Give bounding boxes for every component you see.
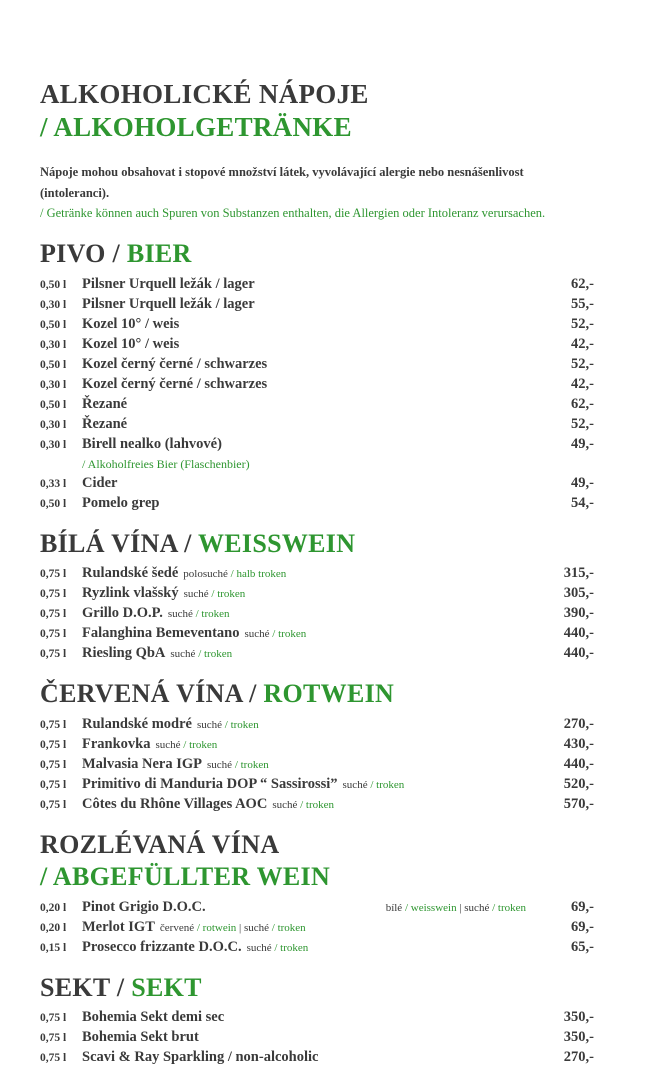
item-price: 52,- — [542, 355, 594, 374]
item-descriptor — [343, 776, 405, 795]
section-title-czech: BÍLÁ VÍNA — [40, 529, 177, 558]
item-volume: 0,50 l — [40, 316, 82, 335]
section-title-german: / ABGEFÜLLTER WEIN — [40, 861, 594, 893]
item-price: 54,- — [542, 494, 594, 513]
section-title — [40, 528, 594, 560]
menu-section-bila-vina — [40, 528, 594, 665]
item-volume: 0,50 l — [40, 495, 82, 514]
item-name: Côtes du Rhône Villages AOC — [82, 795, 267, 814]
item-descriptor-part: suché — [184, 588, 212, 600]
item-name: Falanghina Bemeventano — [82, 624, 240, 643]
section-title-german: BIER — [127, 239, 192, 268]
section-title — [40, 972, 594, 1004]
menu-item-row — [40, 735, 594, 755]
item-right-note-part: / troken — [492, 902, 526, 914]
menu-item-row — [40, 938, 594, 958]
menu-item-row — [40, 1028, 594, 1048]
item-descriptor — [272, 796, 334, 815]
item-name: Merlot IGT — [82, 918, 155, 937]
item-descriptor — [168, 605, 230, 624]
allergen-note-czech: Nápoje mohou obsahovat i stopové množství látek, vyvolávající alergie nebo nesnášenlivost (intoleranci). — [40, 162, 594, 203]
section-title-czech: PIVO — [40, 239, 106, 268]
item-name: Cider — [82, 474, 117, 493]
section-title — [40, 238, 594, 270]
menu-item-row — [40, 435, 594, 455]
item-price: 52,- — [542, 415, 594, 434]
item-volume: 0,75 l — [40, 1029, 82, 1048]
item-price: 270,- — [542, 715, 594, 734]
item-name: Kozel černý černé / schwarzes — [82, 355, 267, 374]
item-descriptor-part: suché — [168, 608, 196, 620]
item-descriptor-part: / troken — [183, 739, 217, 751]
menu-item-row — [40, 604, 594, 624]
item-name: Pinot Grigio D.O.C. — [82, 898, 206, 917]
item-price: 350,- — [542, 1028, 594, 1047]
item-price: 62,- — [542, 275, 594, 294]
item-name: Řezané — [82, 395, 127, 414]
section-title-german: WEISSWEIN — [198, 529, 355, 558]
item-price: 69,- — [542, 898, 594, 917]
item-descriptor-part: suché — [272, 799, 300, 811]
item-name: Birell nealko (lahvové) — [82, 435, 222, 454]
item-volume: 0,75 l — [40, 645, 82, 664]
section-title — [40, 829, 594, 892]
section-title-separator: / — [177, 529, 198, 558]
item-name: Ryzlink vlašský — [82, 584, 179, 603]
item-price: 350,- — [542, 1008, 594, 1027]
item-descriptor — [170, 645, 232, 664]
item-right-note-part: | — [457, 902, 465, 914]
section-title-german: ROTWEIN — [263, 679, 394, 708]
item-name: Frankovka — [82, 735, 151, 754]
item-volume: 0,75 l — [40, 716, 82, 735]
item-name: Kozel černý černé / schwarzes — [82, 375, 267, 394]
menu-item-row — [40, 275, 594, 295]
item-descriptor-part: suché — [197, 719, 225, 731]
item-right-note-part: bílé — [386, 902, 405, 914]
item-subline-german: / Alkoholfreies Bier (Flaschenbier) — [82, 455, 594, 474]
menu-item-row — [40, 624, 594, 644]
item-volume: 0,75 l — [40, 585, 82, 604]
menu-item-row — [40, 564, 594, 584]
item-volume: 0,30 l — [40, 296, 82, 315]
section-title-separator: / — [242, 679, 263, 708]
menu-item-row — [40, 395, 594, 415]
menu-section-pivo — [40, 238, 594, 514]
item-name: Bohemia Sekt brut — [82, 1028, 199, 1047]
item-volume: 0,75 l — [40, 625, 82, 644]
item-descriptor-part: červené — [160, 922, 197, 934]
item-descriptor-part: | — [236, 922, 244, 934]
menu-item-row — [40, 755, 594, 775]
item-price: 520,- — [542, 775, 594, 794]
item-descriptor-part: suché — [207, 759, 235, 771]
item-descriptor-part: suché — [170, 648, 198, 660]
menu-section-cervena-vina — [40, 678, 594, 815]
item-descriptor-part: suché — [244, 922, 272, 934]
item-volume: 0,30 l — [40, 336, 82, 355]
item-right-note — [386, 899, 526, 918]
item-volume: 0,30 l — [40, 436, 82, 455]
item-descriptor-part: suché — [247, 942, 275, 954]
menu-item-row — [40, 494, 594, 514]
menu-title-czech: ALKOHOLICKÉ NÁPOJE — [40, 78, 594, 111]
section-title-czech: ROZLÉVANÁ VÍNA — [40, 829, 594, 861]
item-descriptor-part: / troken — [198, 648, 232, 660]
item-name: Rulandské modré — [82, 715, 192, 734]
section-title — [40, 678, 594, 710]
item-name: Řezané — [82, 415, 127, 434]
item-price: 69,- — [542, 918, 594, 937]
item-descriptor-part: suché — [156, 739, 184, 751]
item-volume: 0,50 l — [40, 276, 82, 295]
item-price: 390,- — [542, 604, 594, 623]
item-descriptor — [160, 919, 306, 938]
item-volume: 0,75 l — [40, 796, 82, 815]
item-price: 65,- — [542, 938, 594, 957]
item-descriptor-part: / troken — [196, 608, 230, 620]
section-title-separator: / — [110, 973, 131, 1002]
item-volume: 0,75 l — [40, 776, 82, 795]
item-price: 55,- — [542, 295, 594, 314]
item-price: 440,- — [542, 644, 594, 663]
item-volume: 0,30 l — [40, 376, 82, 395]
item-volume: 0,33 l — [40, 475, 82, 494]
item-descriptor-part: / troken — [272, 628, 306, 640]
menu-item-row — [40, 335, 594, 355]
item-name: Rulandské šedé — [82, 564, 178, 583]
item-price: 62,- — [542, 395, 594, 414]
item-right-note-part: / weisswein — [405, 902, 457, 914]
section-title-german: SEKT — [131, 973, 202, 1002]
menu-item-row — [40, 918, 594, 938]
menu-item-row — [40, 375, 594, 395]
item-name: Pilsner Urquell ležák / lager — [82, 275, 255, 294]
menu-item-row — [40, 355, 594, 375]
item-volume: 0,75 l — [40, 605, 82, 624]
menu-item-row — [40, 1048, 594, 1068]
menu-item-row — [40, 295, 594, 315]
item-volume: 0,50 l — [40, 396, 82, 415]
menu-item-row — [40, 795, 594, 815]
item-right-note-part: suché — [464, 902, 492, 914]
item-volume: 0,20 l — [40, 899, 82, 918]
menu-item-row — [40, 775, 594, 795]
item-name: Grillo D.O.P. — [82, 604, 163, 623]
section-title-separator: / — [106, 239, 127, 268]
item-descriptor-part: / troken — [235, 759, 269, 771]
item-volume: 0,15 l — [40, 939, 82, 958]
menu-item-row — [40, 1008, 594, 1028]
item-descriptor — [245, 625, 307, 644]
menu-item-row — [40, 715, 594, 735]
item-volume: 0,30 l — [40, 416, 82, 435]
item-name: Prosecco frizzante D.O.C. — [82, 938, 242, 957]
menu-item-row — [40, 474, 594, 494]
item-descriptor-part: / troken — [274, 942, 308, 954]
item-descriptor-part: / troken — [272, 922, 306, 934]
item-name: Scavi & Ray Sparkling / non-alcoholic — [82, 1048, 318, 1067]
item-descriptor — [247, 939, 309, 958]
item-price: 430,- — [542, 735, 594, 754]
section-title-czech: SEKT — [40, 973, 110, 1002]
item-price: 42,- — [542, 335, 594, 354]
menu-item-row — [40, 584, 594, 604]
menu-item-row — [40, 315, 594, 335]
menu-section-sekt — [40, 972, 594, 1068]
item-price: 305,- — [542, 584, 594, 603]
menu-title-german: / ALKOHOLGETRÄNKE — [40, 111, 594, 144]
item-descriptor — [207, 756, 269, 775]
item-name: Kozel 10° / weis — [82, 335, 179, 354]
item-volume: 0,75 l — [40, 565, 82, 584]
item-price: 570,- — [542, 795, 594, 814]
item-name: Kozel 10° / weis — [82, 315, 179, 334]
item-descriptor-part: suché — [245, 628, 273, 640]
item-price: 315,- — [542, 564, 594, 583]
item-descriptor-part: / troken — [225, 719, 259, 731]
item-name: Primitivo di Manduria DOP “ Sassirossi” — [82, 775, 338, 794]
item-name: Pomelo grep — [82, 494, 159, 513]
item-name: Malvasia Nera IGP — [82, 755, 202, 774]
item-price: 42,- — [542, 375, 594, 394]
item-descriptor-part: / halb troken — [231, 568, 287, 580]
item-name: Pilsner Urquell ležák / lager — [82, 295, 255, 314]
menu-sections — [40, 238, 594, 1068]
menu-title — [40, 78, 594, 144]
item-price: 49,- — [542, 435, 594, 454]
item-volume: 0,75 l — [40, 1009, 82, 1028]
item-descriptor — [156, 736, 218, 755]
item-descriptor — [184, 585, 246, 604]
item-price: 440,- — [542, 624, 594, 643]
item-volume: 0,75 l — [40, 736, 82, 755]
item-descriptor — [183, 565, 286, 584]
item-price: 49,- — [542, 474, 594, 493]
item-price: 270,- — [542, 1048, 594, 1067]
item-name: Bohemia Sekt demi sec — [82, 1008, 224, 1027]
section-title-czech: ČERVENÁ VÍNA — [40, 679, 242, 708]
item-name: Riesling QbA — [82, 644, 165, 663]
menu-item-row — [40, 898, 594, 918]
item-descriptor-part: / troken — [211, 588, 245, 600]
item-volume: 0,75 l — [40, 1049, 82, 1068]
item-descriptor — [197, 716, 259, 735]
item-descriptor-part: / troken — [370, 779, 404, 791]
item-descriptor-part: / troken — [300, 799, 334, 811]
item-descriptor-part: suché — [343, 779, 371, 791]
item-price: 440,- — [542, 755, 594, 774]
menu-item-row — [40, 644, 594, 664]
allergen-note-german: / Getränke können auch Spuren von Substanzen enthalten, die Allergien oder Intoleranz verursachen. — [40, 203, 594, 224]
item-volume: 0,20 l — [40, 919, 82, 938]
item-descriptor-part: polosuché — [183, 568, 230, 580]
item-descriptor-part: / rotwein — [197, 922, 236, 934]
item-volume: 0,50 l — [40, 356, 82, 375]
menu-section-rozlevana-vina — [40, 829, 594, 957]
item-volume: 0,75 l — [40, 756, 82, 775]
item-price: 52,- — [542, 315, 594, 334]
menu-item-row — [40, 415, 594, 435]
